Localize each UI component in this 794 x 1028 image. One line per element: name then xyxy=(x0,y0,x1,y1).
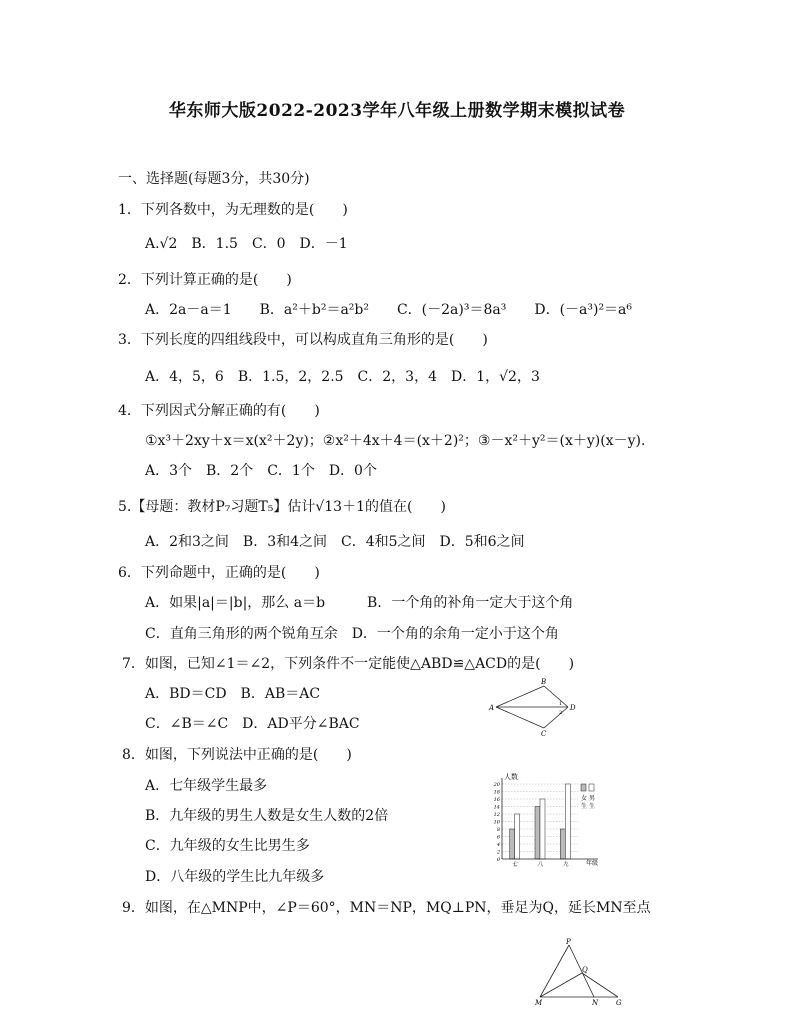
q7-options-ab: A．BD＝CD B．AB＝AC xyxy=(145,686,321,702)
fig9-label-g: G xyxy=(616,999,622,1007)
q2-options: A．2a－a＝1 B．a²＋b²＝a²b² C．(－2a)³＝8a³ D．(－a³)²＝a⁶ xyxy=(145,302,633,318)
x-tick-label: 九 xyxy=(562,861,569,868)
fig7-label-d: D xyxy=(570,704,576,712)
fig9-label-n: N xyxy=(592,999,599,1007)
q9-stem: 9．如图，在△MNP中，∠P＝60°，MN＝NP，MQ⊥PN，垂足为Q，延长MN至点 xyxy=(122,900,651,916)
bar-女生-九 xyxy=(560,829,565,859)
q1-options: A.√2 B．1.5 C．0 D．－1 xyxy=(145,236,348,252)
q4-stem: 4．下列因式分解正确的有( ) xyxy=(118,403,320,419)
bar-女生-七 xyxy=(510,829,515,859)
bar-男生-九 xyxy=(565,784,570,859)
y-tick-label: 16 xyxy=(493,797,500,803)
legend-male-swatch xyxy=(589,784,594,791)
bar-男生-八 xyxy=(540,799,545,859)
fig7-label-b: B xyxy=(541,678,547,686)
chart-ylabel: 人数 xyxy=(504,773,518,781)
x-tick-label: 八 xyxy=(536,861,544,868)
fig7-label-c: C xyxy=(541,730,547,738)
legend-text-4: 生 xyxy=(589,803,596,810)
y-tick-label: 8 xyxy=(496,827,500,833)
section-heading: 一、选择题(每题3分，共30分) xyxy=(118,171,310,187)
page-title: 华东师大版2022-2023学年八年级上册数学期末模拟试卷 xyxy=(168,101,626,121)
y-tick-label: 18 xyxy=(493,789,500,796)
bar-女生-八 xyxy=(535,807,540,860)
fig7-label-2: 2 xyxy=(559,710,563,716)
q6-stem: 6．下列命题中，正确的是( ) xyxy=(118,565,320,581)
chart-xlabel: 年级 xyxy=(586,860,599,867)
q5-options: A．2和3之间 B．3和4之间 C．4和5之间 D．5和6之间 xyxy=(145,534,525,550)
y-tick-label: 12 xyxy=(493,812,500,818)
q7-options-cd: C．∠B＝∠C D．AD平分∠BAC xyxy=(145,716,360,732)
q3-options: A．4，5，6 B．1.5，2，2.5 C．2，3，4 D．1，√2，3 xyxy=(145,369,540,385)
legend-text-3: 生 xyxy=(581,803,588,810)
figure-q9 xyxy=(532,937,632,1007)
q8-option-c: C．九年级的女生比男生多 xyxy=(145,838,310,854)
q6-options-cd: C．直角三角形的两个锐角互余 D．一个角的余角一定小于这个角 xyxy=(145,626,559,642)
q1-stem: 1．下列各数中，为无理数的是( ) xyxy=(118,202,348,218)
q8-option-d: D．八年级的学生比九年级多 xyxy=(145,869,325,885)
q4-statements: ①x³＋2xy＋x＝x(x²＋2y)；②x²＋4x＋4＝(x＋2)²；③－x²＋y²＝(x＋y)(x－y)． xyxy=(145,433,655,449)
y-tick-label: 2 xyxy=(496,849,500,856)
fig9-label-p: P xyxy=(566,938,571,946)
q8-option-b: B．九年级的男生人数是女生人数的2倍 xyxy=(145,808,389,824)
fig9-label-m: M xyxy=(535,999,543,1007)
y-tick-label: 6 xyxy=(496,834,500,841)
legend-female-swatch xyxy=(581,784,586,791)
q2-stem: 2．下列计算正确的是( ) xyxy=(118,272,292,288)
bar-男生-七 xyxy=(515,814,520,859)
fig7-label-1: 1 xyxy=(559,701,563,707)
y-tick-label: 4 xyxy=(496,842,500,848)
figure-q7 xyxy=(488,676,578,738)
x-tick-label: 七 xyxy=(511,861,518,868)
figure-q8-bar-chart xyxy=(486,770,606,870)
legend-text-2: 男 xyxy=(589,795,596,802)
legend-text-1: 女 xyxy=(581,795,588,802)
q8-option-a: A．七年级学生最多 xyxy=(145,778,268,794)
q6-options-ab: A．如果|a|＝|b|，那么 a＝b B．一个角的补角一定大于这个角 xyxy=(145,595,574,611)
y-tick-label: 0 xyxy=(496,857,500,863)
q4-options: A．3个 B．2个 C．1个 D．0个 xyxy=(145,463,377,479)
y-tick-label: 14 xyxy=(493,804,500,811)
y-tick-label: 10 xyxy=(493,819,500,826)
fig9-label-q: Q xyxy=(582,966,588,974)
fig7-label-a: A xyxy=(489,704,495,712)
q7-stem: 7．如图，已知∠1＝∠2，下列条件不一定能使△ABD≌△ACD的是( ) xyxy=(122,656,575,672)
y-tick-label: 20 xyxy=(493,782,500,788)
q3-stem: 3．下列长度的四组线段中，可以构成直角三角形的是( ) xyxy=(118,332,488,348)
q8-stem: 8．如图，下列说法中正确的是( ) xyxy=(122,747,352,763)
q5-stem: 5.【母题：教材P₇习题T₅】估计√13＋1的值在( ) xyxy=(118,499,446,515)
